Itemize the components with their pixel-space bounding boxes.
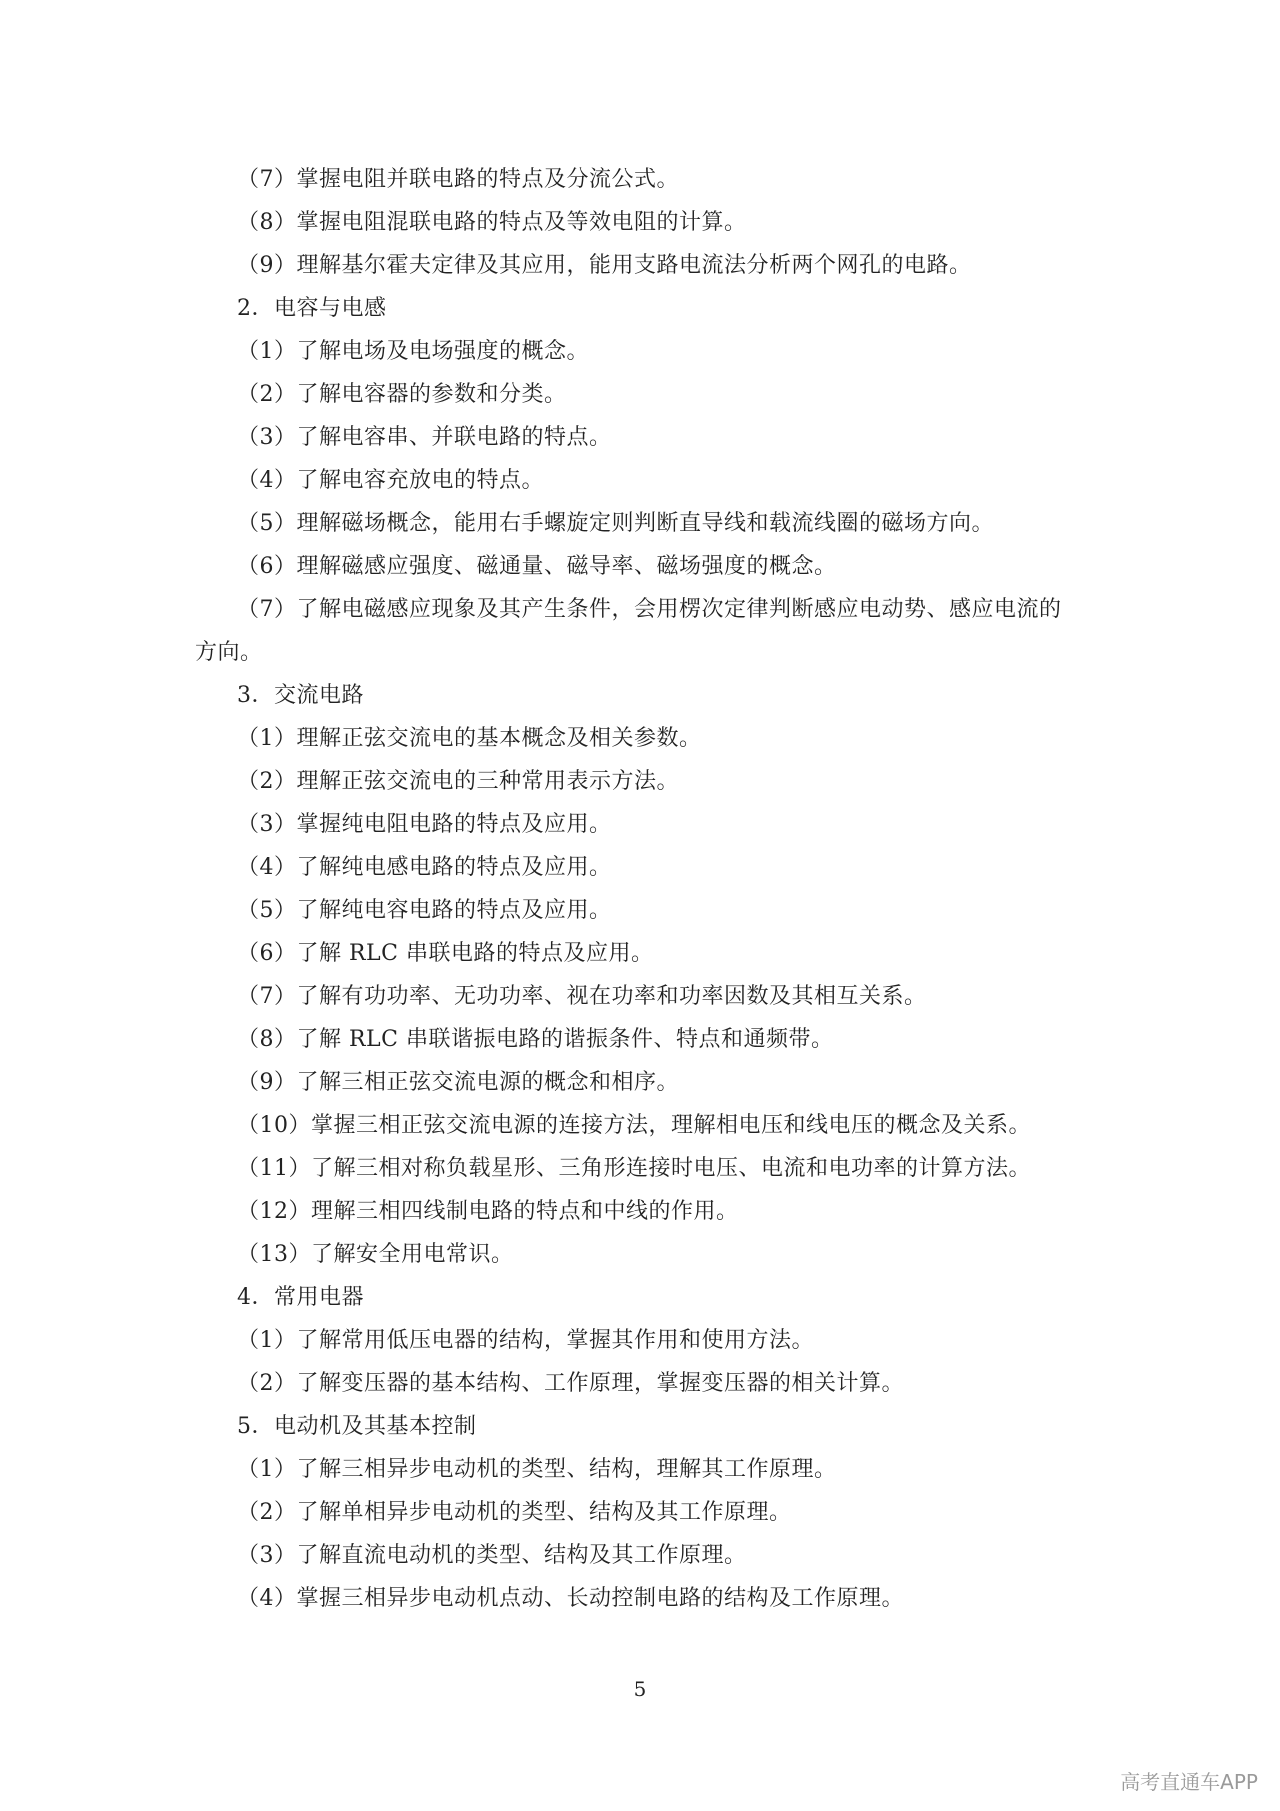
list-item: （4）掌握三相异步电动机点动、长动控制电路的结构及工作原理。 bbox=[237, 1586, 904, 1611]
document-body bbox=[195, 158, 1095, 1620]
list-item: （1）理解正弦交流电的基本概念及相关参数。 bbox=[237, 726, 702, 751]
list-item: （7）掌握电阻并联电路的特点及分流公式。 bbox=[237, 167, 679, 192]
section-heading: 2．电容与电感 bbox=[237, 296, 387, 321]
section-heading: 3．交流电路 bbox=[237, 683, 364, 708]
section-heading: 4．常用电器 bbox=[237, 1285, 364, 1310]
list-item: （10）掌握三相正弦交流电源的连接方法，理解相电压和线电压的概念及关系。 bbox=[237, 1113, 1031, 1138]
list-item: （1）了解电场及电场强度的概念。 bbox=[237, 339, 589, 364]
list-item: （2）理解正弦交流电的三种常用表示方法。 bbox=[237, 769, 679, 794]
list-item: （9）理解基尔霍夫定律及其应用，能用支路电流法分析两个网孔的电路。 bbox=[237, 253, 972, 278]
list-item: （12）理解三相四线制电路的特点和中线的作用。 bbox=[237, 1199, 739, 1224]
list-item: （3）了解直流电动机的类型、结构及其工作原理。 bbox=[237, 1543, 747, 1568]
list-item: （11）了解三相对称负载星形、三角形连接时电压、电流和电功率的计算方法。 bbox=[237, 1156, 1031, 1181]
list-item: （2）了解变压器的基本结构、工作原理，掌握变压器的相关计算。 bbox=[237, 1371, 904, 1396]
list-item: （9）了解三相正弦交流电源的概念和相序。 bbox=[237, 1070, 679, 1095]
list-item: （5）理解磁场概念，能用右手螺旋定则判断直导线和载流线圈的磁场方向。 bbox=[237, 511, 994, 536]
list-item: （3）了解电容串、并联电路的特点。 bbox=[237, 425, 612, 450]
list-item: （8）了解 RLC 串联谐振电路的谐振条件、特点和通频带。 bbox=[237, 1027, 834, 1052]
list-item: （4）了解电容充放电的特点。 bbox=[237, 468, 544, 493]
watermark-text: 高考直通车APP bbox=[1120, 1770, 1258, 1794]
list-item: （1）了解常用低压电器的结构，掌握其作用和使用方法。 bbox=[237, 1328, 814, 1353]
list-item: （7）了解电磁感应现象及其产生条件，会用楞次定律判断感应电动势、感应电流的 bbox=[237, 597, 1062, 622]
list-item: （3）掌握纯电阻电路的特点及应用。 bbox=[237, 812, 612, 837]
section-heading: 5．电动机及其基本控制 bbox=[237, 1414, 477, 1439]
list-item: （13）了解安全用电常识。 bbox=[237, 1242, 514, 1267]
list-item: （7）了解有功功率、无功功率、视在功率和功率因数及其相互关系。 bbox=[237, 984, 927, 1009]
list-item: （1）了解三相异步电动机的类型、结构，理解其工作原理。 bbox=[237, 1457, 837, 1482]
list-item-continuation: 方向。 bbox=[195, 640, 263, 665]
list-item: （5）了解纯电容电路的特点及应用。 bbox=[237, 898, 612, 923]
list-item: （4）了解纯电感电路的特点及应用。 bbox=[237, 855, 612, 880]
list-item: （8）掌握电阻混联电路的特点及等效电阻的计算。 bbox=[237, 210, 747, 235]
list-item: （6）了解 RLC 串联电路的特点及应用。 bbox=[237, 941, 654, 966]
list-item: （6）理解磁感应强度、磁通量、磁导率、磁场强度的概念。 bbox=[237, 554, 837, 579]
list-item: （2）了解电容器的参数和分类。 bbox=[237, 382, 567, 407]
page-number: 5 bbox=[633, 1677, 647, 1701]
list-item: （2）了解单相异步电动机的类型、结构及其工作原理。 bbox=[237, 1500, 792, 1525]
